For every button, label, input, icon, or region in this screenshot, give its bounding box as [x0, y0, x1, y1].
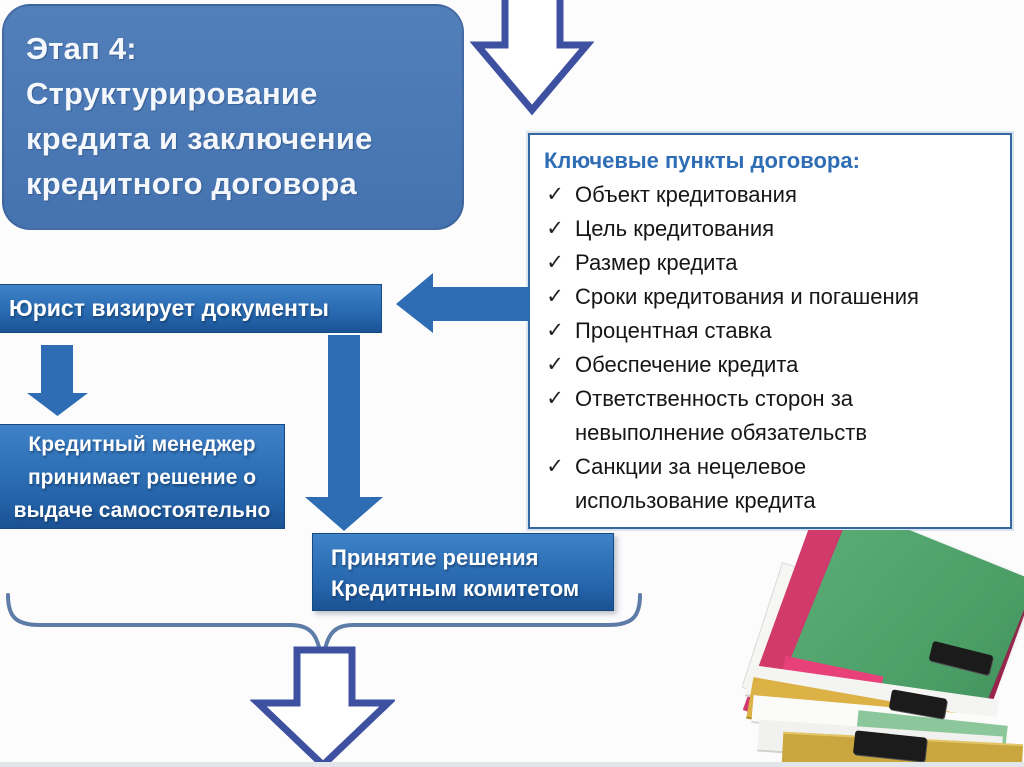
stage-title-line: Этап 4:	[26, 31, 137, 66]
manager-decision-line: Кредитный менеджер	[28, 433, 256, 456]
key-points-item	[544, 280, 998, 314]
key-points-item-label: Сроки кредитования и погашения	[575, 284, 919, 309]
key-points-item	[544, 178, 998, 212]
check-icon: ✓	[546, 455, 564, 478]
key-points-item	[544, 212, 998, 246]
key-points-panel	[528, 133, 1012, 529]
slide-bottom-edge	[0, 762, 1024, 767]
key-points-header: Ключевые пункты договора:	[544, 148, 860, 173]
committee-decision-line: Принятие решения	[331, 545, 539, 570]
stage-title-box	[2, 4, 464, 230]
lawyer-step-bar	[0, 284, 382, 333]
lawyer-step-label: Юрист визирует документы	[9, 295, 329, 321]
long-down-arrow-icon	[300, 335, 388, 535]
folders-photo	[742, 530, 1024, 764]
key-points-item-label: Цель кредитования	[575, 216, 775, 241]
key-points-item	[544, 450, 998, 518]
check-icon: ✓	[546, 217, 564, 240]
key-points-item-label: Санкции за нецелевое использование кредита	[575, 454, 816, 513]
stage-title-line: кредитного договора	[26, 166, 357, 201]
check-icon: ✓	[546, 353, 564, 376]
committee-decision-line: Кредитным комитетом	[331, 576, 580, 601]
check-icon: ✓	[546, 285, 564, 308]
left-arrow-icon	[393, 270, 530, 336]
bottom-down-arrow-icon	[250, 645, 395, 767]
manager-decision-line: выдаче самостоятельно	[13, 499, 271, 522]
key-points-item-label: Размер кредита	[575, 250, 738, 275]
key-points-item	[544, 246, 998, 280]
check-icon: ✓	[546, 387, 564, 410]
key-points-item	[544, 382, 998, 450]
key-points-item	[544, 348, 998, 382]
stage-title-line: Структурирование	[26, 76, 318, 111]
manager-decision-box	[0, 424, 285, 529]
key-points-item-label: Ответственность сторон за невыполнение обязательств	[575, 386, 868, 445]
check-icon: ✓	[546, 183, 564, 206]
key-points-item-label: Процентная ставка	[575, 318, 772, 343]
check-icon: ✓	[546, 251, 564, 274]
key-points-item-label: Объект кредитования	[575, 182, 797, 207]
top-down-arrow-icon	[470, 0, 594, 116]
stage-title-line: кредита и заключение	[26, 121, 373, 156]
down-arrow-icon	[25, 340, 95, 420]
key-points-item-label: Обеспечение кредита	[575, 352, 799, 377]
key-points-item	[544, 314, 998, 348]
check-icon: ✓	[546, 319, 564, 342]
manager-decision-line: принимает решение о	[27, 466, 257, 489]
